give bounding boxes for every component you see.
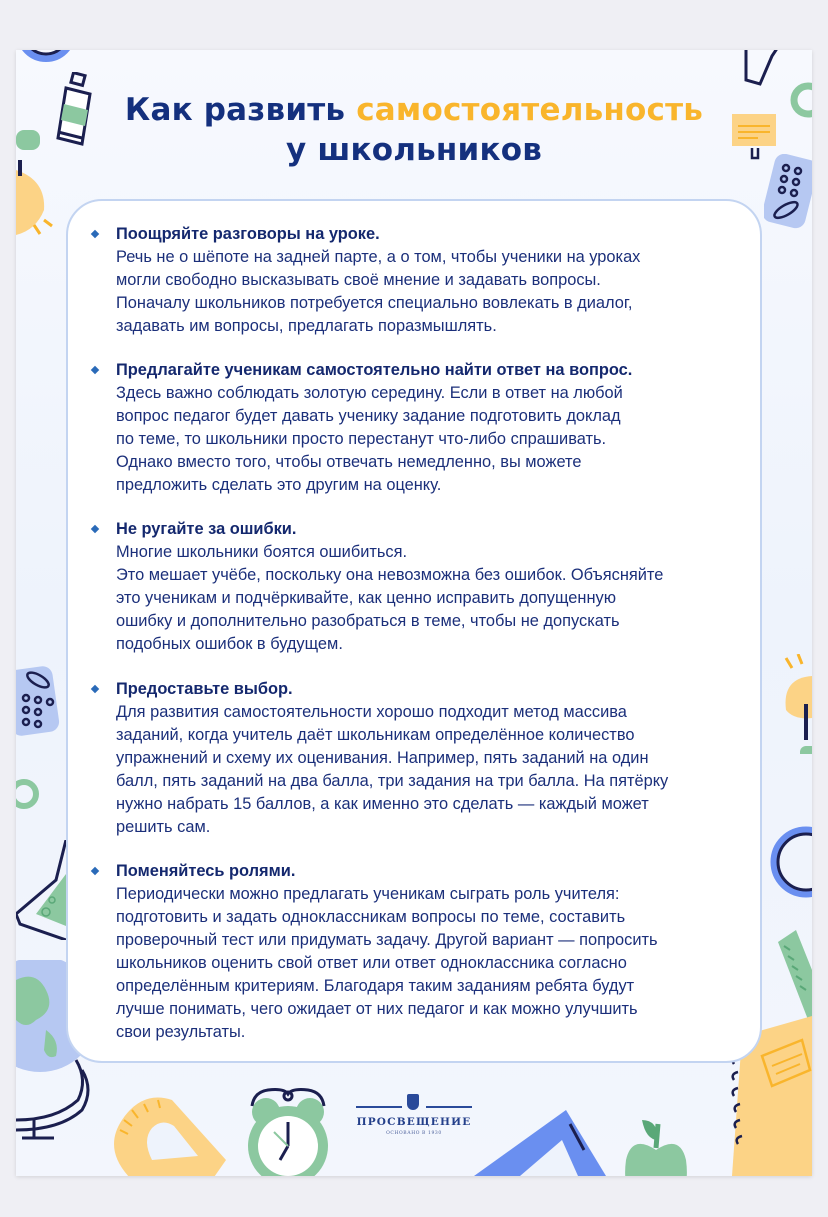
flask-top-icon bbox=[740, 50, 784, 90]
publisher-logo bbox=[354, 1092, 474, 1136]
tip-item bbox=[116, 359, 746, 497]
title-part1: Как развить bbox=[124, 92, 357, 128]
tip-body: Здесь важно соблюдать золотую середину. Если в ответ на любой вопрос педагог будет давать ученику задание подготовить доклад по теме, то школьники просто перестанут что-либо спрашивать. Однако вместо того, чтобы отвечать немедленно, вы можете предложить сделать это другим на оценку. bbox=[116, 384, 623, 494]
tip-item bbox=[116, 860, 746, 1044]
flask-icon bbox=[16, 840, 66, 940]
tip-item bbox=[116, 518, 746, 656]
magnifier-icon bbox=[16, 50, 80, 70]
shield-icon bbox=[407, 1094, 419, 1110]
ruler-icon bbox=[774, 930, 812, 1030]
bullet-icon bbox=[91, 230, 99, 238]
tip-heading: Не ругайте за ошибки. bbox=[116, 520, 297, 538]
tip-body: Для развития самостоятельности хорошо подходит метод массива заданий, когда учитель даёт школьникам определённое количество упражнений и схему их оценивания. Например, пять заданий на один балл, пять заданий на два балла, три задания на три балла. На пятёрку нужно набрать 15 баллов, а как именно это сделать — каждый может решить сам. bbox=[116, 703, 669, 836]
logo-name: ПРОСВЕЩЕНИЕ bbox=[356, 1116, 472, 1128]
tips-card bbox=[66, 199, 762, 1063]
bullet-icon bbox=[91, 685, 99, 693]
tip-item bbox=[116, 678, 746, 839]
lightbulb-right-icon bbox=[776, 654, 812, 754]
tip-body: Многие школьники боятся ошибиться. Это мешает учёбе, поскольку она невозможна без ошибок. Объясняйте это ученикам и подчёркивайте, как ценно исправить допущенную ошибку и дополнительно разобраться в теме, чтобы не допускать подобных ошибок в будущем. bbox=[116, 543, 664, 653]
page-title bbox=[16, 90, 812, 170]
apple-icon bbox=[622, 1120, 692, 1176]
tip-heading: Поменяйтесь ролями. bbox=[116, 862, 296, 880]
magnifier-right-icon bbox=[760, 824, 812, 904]
calculator-left-icon bbox=[16, 662, 62, 742]
set-square-icon bbox=[474, 1110, 624, 1176]
logo-subtitle: ОСНОВАНО В 1930 bbox=[386, 1131, 442, 1136]
bullet-icon bbox=[91, 867, 99, 875]
tip-body: Периодически можно предлагать ученикам сыграть роль учителя: подготовить и задать одноклассникам вопросы по теме, составить проверочный тест или придумать задачу. Другой вариант — попросить школьников оценить свой ответ или ответ одноклассника согласно определённым критериям. Благодаря таким заданиям ребята будут лучше понимать, чего ожидает от них педагог и как можно улучшить свои результаты. bbox=[116, 885, 658, 1041]
title-accent: самостоятельность bbox=[356, 92, 704, 128]
alarm-clock-icon bbox=[244, 1088, 332, 1176]
tip-heading: Предлагайте ученикам самостоятельно найти ответ на вопрос. bbox=[116, 361, 633, 379]
logo-line-right bbox=[426, 1106, 472, 1108]
tip-item bbox=[116, 223, 746, 338]
infographic-page bbox=[16, 50, 812, 1176]
logo-line-left bbox=[356, 1106, 402, 1108]
protractor-icon bbox=[102, 1090, 226, 1176]
title-part2: у школьников bbox=[285, 132, 543, 168]
tip-heading: Предоставьте выбор. bbox=[116, 680, 293, 698]
tip-heading: Поощряйте разговоры на уроке. bbox=[116, 225, 380, 243]
bullet-icon bbox=[91, 366, 99, 374]
bullet-icon bbox=[91, 525, 99, 533]
tip-body: Речь не о шёпоте на задней парте, а о том, чтобы ученики на уроках могли свободно высказывать своё мнение и задавать вопросы. Поначалу школьников потребуется специально вовлекать в диалог, задавать им вопросы, предлагать поразмышлять. bbox=[116, 248, 641, 335]
ring-left-icon bbox=[16, 774, 46, 814]
